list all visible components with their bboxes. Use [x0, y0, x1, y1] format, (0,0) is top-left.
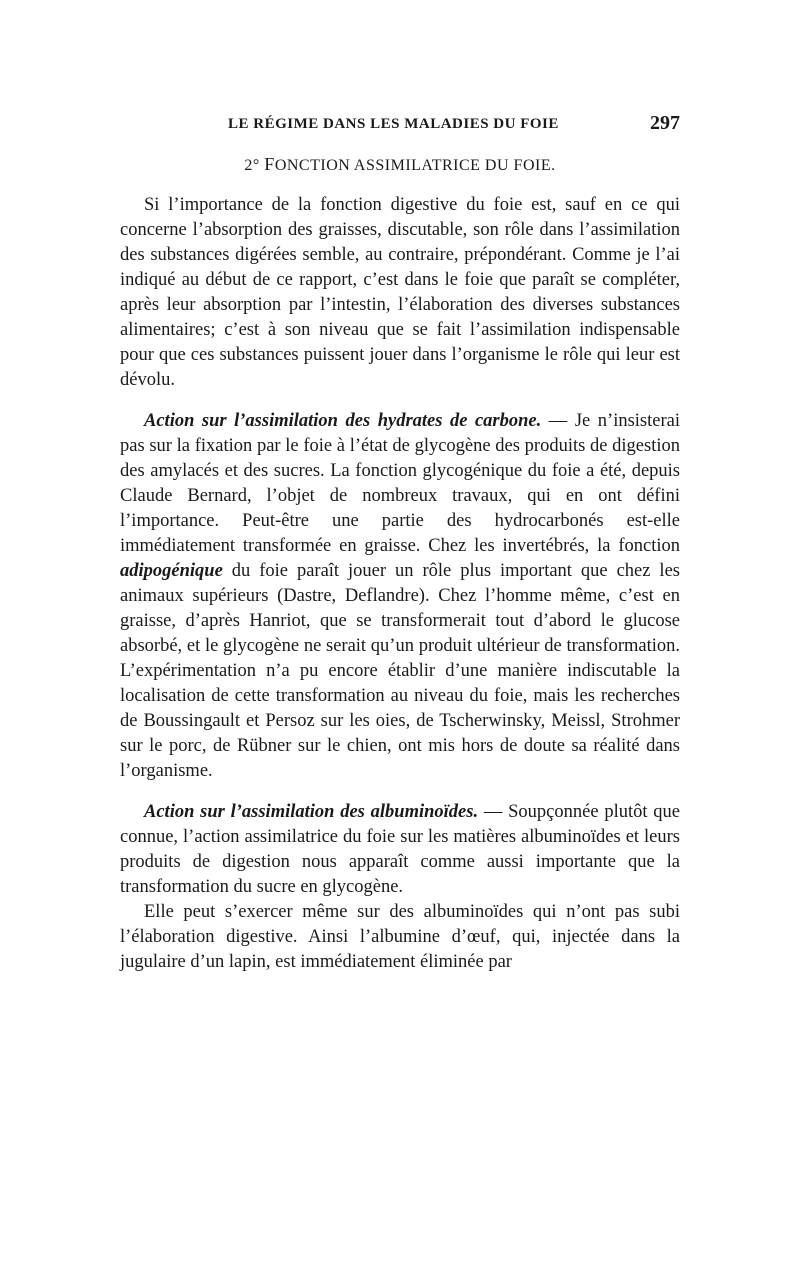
paragraph-intro [120, 193, 680, 393]
running-head [120, 110, 680, 140]
heading-albuminoides: Action sur l’assimilation des albuminoïdes. [144, 802, 479, 822]
section-number: 2° [244, 157, 260, 174]
paragraph-albumine-text: Elle peut s’exercer même sur des albuminoïdes qui n’ont pas subi l’élaboration digestive. Ainsi l’albumine d’œuf, qui, injectée dans la jugulaire d’un lapin, est immédiatement éliminée par [120, 902, 680, 972]
running-title: LE RÉGIME DANS LES MALADIES DU FOIE [228, 116, 559, 132]
book-page [120, 110, 680, 975]
paragraph-hydrates-text-b: du foie paraît jouer un rôle plus important que chez les animaux supérieurs (Dastre, Deflandre). Chez l’homme même, c’est en graisse, d’après Hanriot, que se transformerait tout d’abord le glucose absorbé, et le glycogène ne serait qu’un produit ultérieur de transformation. L’expérimentation n’a pu encore établir d’une manière indiscutable la localisation de cette transformation au niveau du foie, mais les recherches de Boussingault et Persoz sur les oies, de Tscherwinsky, Meissl, Strohmer sur le porc, de Rübner sur le chien, ont mis hors de doute sa réalité dans l’organisme. [120, 561, 680, 781]
section-title-text: ONCTION ASSIMILATRICE DU FOIE. [274, 157, 556, 174]
heading-hydrates: Action sur l’assimilation des hydrates de carbone. [144, 411, 542, 431]
page-number: 297 [650, 112, 680, 134]
paragraph-hydrates [120, 409, 680, 784]
term-adipogenique: adipogénique [120, 561, 223, 581]
paragraph-intro-text: Si l’importance de la fonction digestive du foie est, sauf en ce qui concerne l’absorption des graisses, discutable, son rôle dans l’assimilation des substances digérées semble, au contraire, prépondérant. Comme je l’ai indiqué au début de ce rapport, c’est dans le foie que paraît se compléter, après leur absorption par l’intestin, l’élaboration des diverses substances alimentaires; c’est à son niveau que se fait l’assimilation indispensable pour que ces substances puissent jouer dans l’organisme le rôle qui leur est dévolu. [120, 195, 680, 390]
paragraph-albumine [120, 900, 680, 975]
section-title-initial: F [264, 154, 275, 174]
section-title [120, 154, 680, 175]
paragraph-hydrates-text-a: — Je n’insisterai pas sur la fixation par le foie à l’état de glycogène des produits de digestion des amylacés et des sucres. La fonction glycogénique du foie a été, depuis Claude Bernard, l’objet de nombreux travaux, qui en ont défini l’importance. Peut-être une partie des hydrocarbonés est-elle immédiatement transformée en graisse. Chez les invertébrés, la fonction [120, 411, 680, 556]
paragraph-albuminoides [120, 800, 680, 900]
paragraph-albuminoides-text: — Soupçonnée plutôt que connue, l’action assimilatrice du foie sur les matières albuminoïdes et leurs produits de digestion nous apparaît comme aussi importante que la transformation du sucre en glycogène. [120, 802, 680, 897]
